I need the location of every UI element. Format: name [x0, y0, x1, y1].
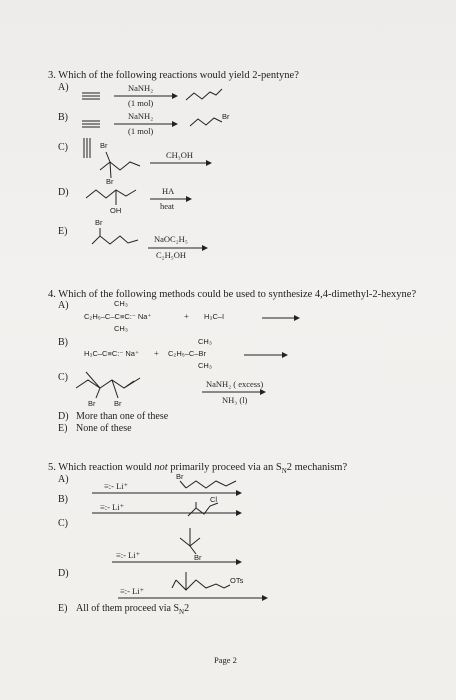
- q4-option-b-label[interactable]: B): [58, 337, 68, 348]
- q5d-reagent: ≡:- Li⁺: [120, 586, 145, 596]
- q3e-bromide-structure: [92, 236, 138, 244]
- q4b-arrowhead: [282, 352, 288, 358]
- q5b-chloride-structure: [188, 503, 218, 516]
- q5d-tosylate-structure: [176, 580, 230, 590]
- q5c-reagent: ≡:- Li⁺: [116, 550, 141, 560]
- q4a-acetylide: C₂H₅–C–C≡C:⁻ Na⁺: [84, 312, 152, 321]
- q4b-acetylide: H₃C–C≡C:⁻ Na⁺: [84, 349, 139, 358]
- q3b-arrowhead: [172, 121, 178, 127]
- q5-stem-emphasis: not: [154, 462, 168, 473]
- q3-option-a-label[interactable]: A): [58, 82, 69, 93]
- q3-option-d-label[interactable]: D): [58, 187, 69, 198]
- q4c-reagent: NaNH₂ ( excess): [206, 379, 264, 389]
- page-number: Page 2: [214, 655, 237, 665]
- q3e-solvent: C₂H₅OH: [156, 250, 187, 260]
- q5e-subscript: N: [179, 608, 185, 616]
- q3d-arrowhead: [186, 196, 192, 202]
- q3b-reactant-structure: [82, 121, 100, 127]
- q4a-methyl-iodide: H₃C–I: [204, 312, 225, 321]
- q5e-text-pre: All of them proceed via S: [76, 603, 180, 614]
- q3c-br-top: Br: [100, 141, 108, 150]
- q3e-reagent: NaOC₂H₅: [154, 234, 188, 244]
- q3c-triple-bond-structure: [84, 138, 90, 158]
- q3d-hydroxyl: OH: [110, 206, 122, 215]
- q3c-br-bottom: Br: [106, 177, 114, 186]
- q4b-ch3-top: CH₃: [198, 337, 212, 346]
- q5-stem-subscript: N: [281, 467, 287, 476]
- q5d-tosylate: OTs: [230, 576, 244, 585]
- q3-option-e-label[interactable]: E): [58, 226, 68, 237]
- q3e-arrowhead: [202, 245, 208, 251]
- q5e-text-end: 2: [184, 603, 190, 614]
- q4c-arrowhead: [260, 389, 266, 395]
- q3c-arrowhead: [206, 160, 212, 166]
- q4-option-a-label[interactable]: A): [58, 300, 69, 311]
- q4b-alkyl-bromide: C₂H₅–C–Br: [168, 349, 207, 358]
- q4b-plus: +: [154, 348, 159, 358]
- q5b-arrowhead: [236, 510, 242, 516]
- q4c-br-right: Br: [114, 399, 122, 408]
- q3a-reactant-structure: [82, 93, 100, 99]
- q3d-reagent: HA: [162, 186, 175, 196]
- q3d-condition: heat: [160, 201, 175, 211]
- q5c-arrowhead: [236, 559, 242, 565]
- q3b-substituent: Br: [222, 112, 230, 121]
- q3c-dibromide-structure: [100, 162, 140, 170]
- q5c-bromine: Br: [194, 553, 202, 562]
- q5b-reagent: ≡:- Li⁺: [100, 502, 125, 512]
- q5-option-e-label[interactable]: E): [58, 603, 68, 614]
- q5-stem-post: primarily proceed via an S: [167, 462, 282, 473]
- q5a-arrowhead: [236, 490, 242, 496]
- q3b-alkyl-bromide-structure: [190, 118, 222, 126]
- q3-option-c-label[interactable]: C): [58, 142, 68, 153]
- q3e-bromine: Br: [95, 218, 103, 227]
- q3d-alcohol-structure: [86, 190, 136, 198]
- q5-option-d-label[interactable]: D): [58, 568, 69, 579]
- q4-option-e-text: None of these: [76, 423, 132, 434]
- q4-option-d-label[interactable]: D): [58, 411, 69, 422]
- q4-option-e-label[interactable]: E): [58, 423, 68, 434]
- q4c-condition: NH₃ (l): [222, 395, 248, 405]
- q5d-arrowhead: [262, 595, 268, 601]
- q4c-br-left: Br: [88, 399, 96, 408]
- q5a-reagent: ≡:- Li⁺: [104, 481, 129, 491]
- q5a-bromide-structure: [186, 481, 236, 488]
- q4a-ch3-bottom: CH₃: [114, 324, 128, 333]
- q4-option-c-label[interactable]: C): [58, 372, 68, 383]
- q4a-arrowhead: [294, 315, 300, 321]
- q5-option-c-label[interactable]: C): [58, 518, 68, 529]
- q4b-ch3-bottom: CH₃: [198, 361, 212, 370]
- q4a-ch3-top: CH₃: [114, 299, 128, 308]
- q3a-product-structure: [186, 89, 222, 100]
- q5-stem-pre: 5. Which reaction would: [48, 462, 155, 473]
- q3a-amount: (1 mol): [128, 98, 154, 108]
- q3c-reagent: CH₃OH: [166, 150, 194, 160]
- q5-stem: [48, 462, 347, 476]
- q3-option-b-label[interactable]: B): [58, 112, 68, 123]
- q3b-amount: (1 mol): [128, 126, 154, 136]
- q3-stem: 3. Which of the following reactions would yield 2-pentyne?: [48, 70, 299, 81]
- q5-stem-end: 2 mechanism?: [286, 462, 348, 473]
- q4-stem: 4. Which of the following methods could be used to synthesize 4,4-dimethyl-2-hexyne?: [48, 289, 417, 300]
- q5-option-a-label[interactable]: A): [58, 474, 69, 485]
- q5b-chlorine: Cl: [210, 495, 218, 504]
- q5a-bromine: Br: [176, 472, 184, 481]
- q3a-arrowhead: [172, 93, 178, 99]
- q4-option-d-text: More than one of these: [76, 411, 169, 422]
- q5-option-e-text: [76, 603, 189, 617]
- q3b-reagent: NaNH₂: [128, 111, 154, 121]
- q3a-reagent: NaNH₂: [128, 83, 154, 93]
- q4a-plus: +: [184, 311, 189, 321]
- q5-option-b-label[interactable]: B): [58, 494, 68, 505]
